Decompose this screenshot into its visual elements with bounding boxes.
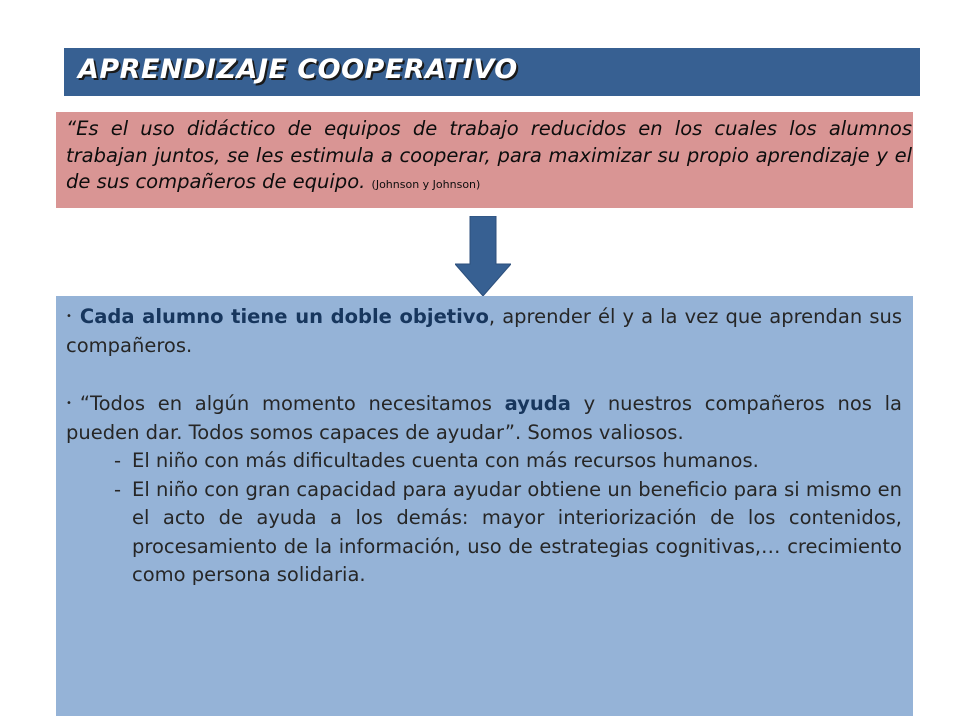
sub-item-difficulties [114, 447, 902, 476]
page-title: APRENDIZAJE COOPERATIVO [78, 54, 518, 85]
dash-marker: - [114, 477, 122, 501]
sub-item-text: El niño con gran capacidad para ayudar obtiene un beneficio para si mismo en el acto de ayuda a los demás: mayor interiorización de los contenidos, procesamiento de la información, uso de estrategias cognitivas,… crecimiento como persona solidaria. [132, 477, 902, 586]
help-text-after: y nuestros compañeros nos la pueden dar. Todos somos capaces de ayudar”. Somos valiosos. [66, 392, 902, 444]
sub-item-capacity [114, 476, 902, 590]
dash-marker: - [114, 449, 122, 472]
help-emphasis: ayuda [504, 392, 571, 415]
title-bar [64, 48, 920, 96]
list-item-help [66, 390, 902, 447]
list-item-objective [66, 303, 902, 360]
objective-emphasis: Cada alumno tiene un doble objetivo [79, 305, 489, 328]
definition-quote [66, 116, 912, 199]
objective-text: , aprender él y a la vez que aprendan sus compañeros. [66, 305, 902, 357]
help-text-before: “Todos en algún momento necesitamos [79, 392, 505, 415]
definition-text: “Es el uso didáctico de equipos de trabajo reducidos en los cuales los alumnos trabajan juntos, se les estimula a cooperar, para maximizar su propio aprendizaje y el de sus compañeros de equipo. [66, 117, 912, 193]
definition-citation: (Johnson y Johnson) [371, 178, 481, 191]
content-list [66, 303, 902, 590]
sub-item-text: El niño con más dificultades cuenta con más recursos humanos. [132, 449, 759, 472]
bullet-icon: • [66, 311, 72, 322]
down-arrow-icon [455, 216, 511, 296]
bullet-icon: • [66, 398, 72, 409]
